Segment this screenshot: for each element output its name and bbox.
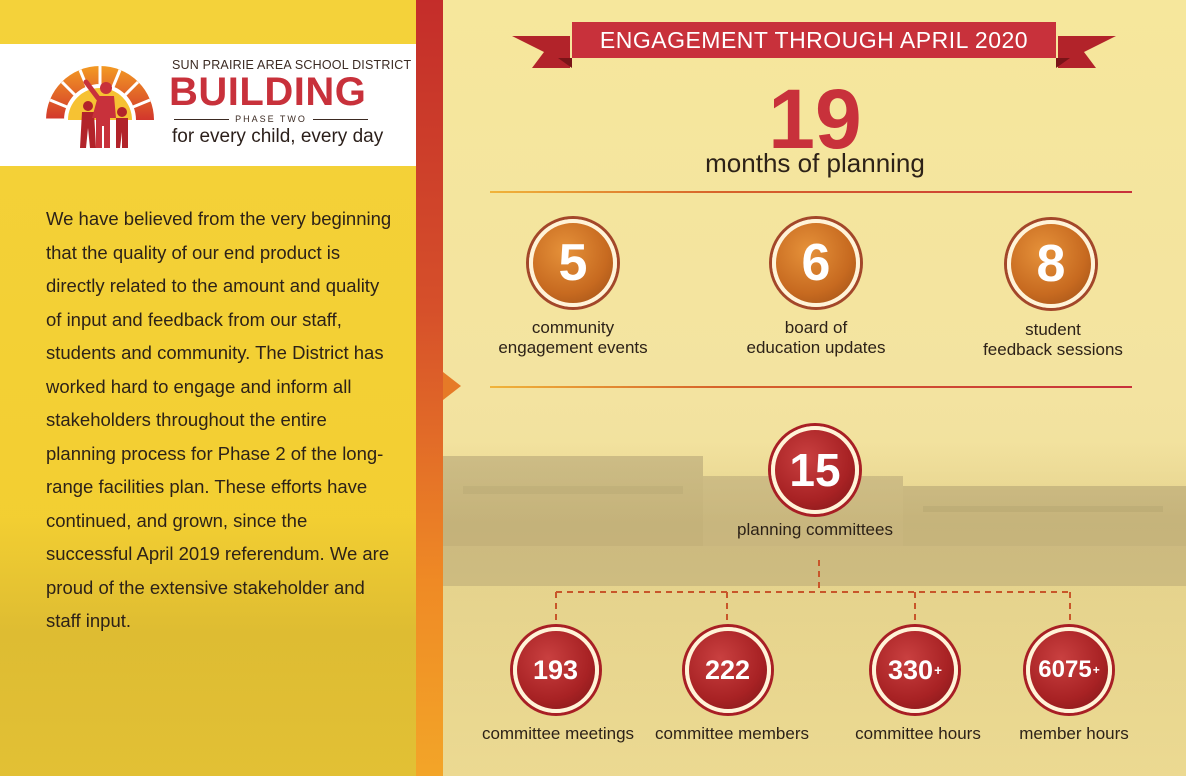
- phase-label: PHASE TWO: [235, 114, 307, 124]
- stat-circle-board-updates: 6: [772, 219, 860, 307]
- stat-number: 222: [704, 654, 751, 685]
- district-name: SUN PRAIRIE AREA SCHOOL DISTRICT: [172, 58, 412, 72]
- stat-circle-committee-meetings: [513, 627, 599, 713]
- stat-circle-engagement-events: 5: [529, 219, 617, 307]
- stat-label-board-updates: [721, 318, 911, 358]
- divider-top: [490, 191, 1132, 193]
- stat-circle-member-hours: [1026, 627, 1112, 713]
- banner-title: ENGAGEMENT THROUGH APRIL 2020: [599, 27, 1029, 53]
- stat-circle-committee-members: [685, 627, 771, 713]
- plus-sign: +: [1092, 663, 1100, 677]
- months-number: 19: [768, 72, 862, 166]
- divider-notch: [443, 372, 461, 400]
- logo-title: BUILDING: [169, 70, 367, 114]
- stat-number: 6075: [1038, 656, 1092, 683]
- sunburst-family-logo: [44, 60, 156, 152]
- phase-rule-right: [313, 119, 368, 120]
- stat-label-committee-hours: committee hours: [855, 724, 981, 743]
- stat-number: 330: [888, 654, 934, 685]
- stat-label-member-hours: member hours: [1019, 724, 1129, 743]
- divider-stripe: [416, 0, 443, 776]
- plus-sign: +: [934, 662, 942, 678]
- logo-tagline: for every child, every day: [172, 126, 384, 147]
- divider-middle: [490, 386, 1132, 388]
- stat-circle-committee-hours: [872, 627, 958, 713]
- stat-label-planning-committees: planning committees: [737, 520, 893, 539]
- stat-circle-planning-committees: 15: [771, 426, 859, 514]
- logo-box: [0, 44, 416, 166]
- label-line: engagement events: [498, 338, 648, 357]
- stat-number: 193: [532, 654, 579, 685]
- stat-label-student-sessions: [956, 320, 1150, 360]
- label-line: student: [1025, 320, 1081, 339]
- stat-label-engagement-events: [478, 318, 668, 358]
- label-line: community: [531, 318, 615, 337]
- logo-phase: [174, 114, 368, 124]
- label-line: board of: [784, 318, 848, 337]
- label-line: feedback sessions: [983, 340, 1123, 359]
- stat-circle-student-sessions: 8: [1007, 220, 1095, 308]
- label-line: education updates: [746, 338, 886, 357]
- intro-paragraph: We have believed from the very beginning that the quality of our end product is directly related to the amount and quality of input and feedback from our staff, students and community. The District has worked hard to engage and inform all stakeholders throughout the entire planning process for Phase 2 of the long-range facilities plan. These efforts have continued, and grown, since the successful April 2019 referendum. We are proud of the extensive stakeholder and staff input.: [46, 208, 392, 631]
- months-label: months of planning: [705, 148, 925, 178]
- stat-label-committee-meetings: committee meetings: [481, 724, 635, 743]
- phase-rule-left: [174, 119, 229, 120]
- stat-label-committee-members: committee members: [655, 724, 809, 743]
